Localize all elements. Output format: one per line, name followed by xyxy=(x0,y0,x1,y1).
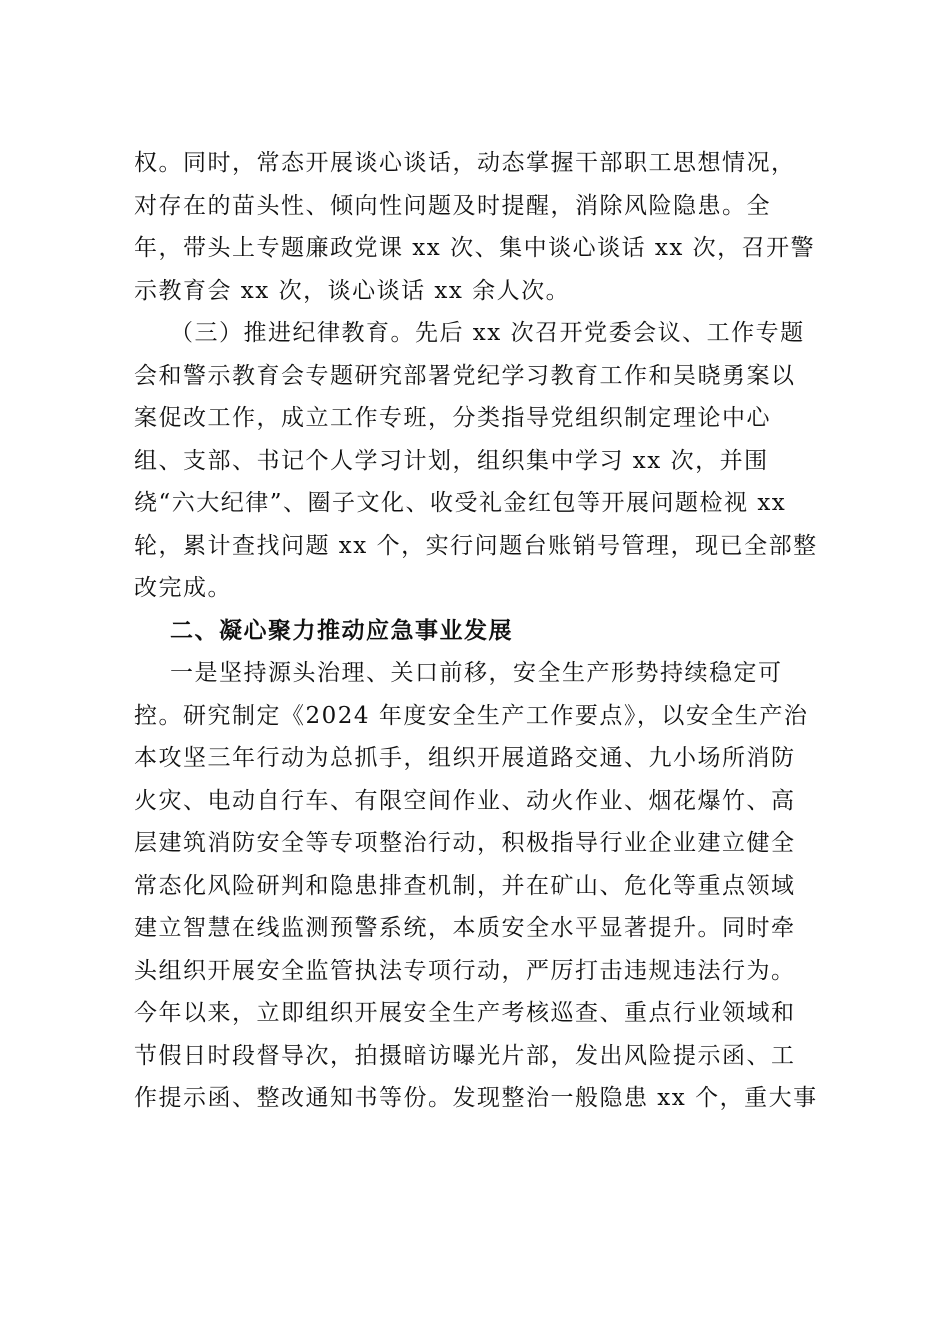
text-line: 年，带头上专题廉政党课 xx 次、集中谈心谈话 xx 次，召开警 xyxy=(134,235,816,261)
section-heading: 二、凝心聚力推动应急事业发展 xyxy=(170,617,513,644)
text-line: 对存在的苗头性、倾向性问题及时提醒，消除风险隐患。全 xyxy=(134,192,771,219)
text-line: 绕“六大纪律”、圈子文化、收受礼金红包等开展问题检视 xx xyxy=(134,490,787,516)
text-line: 节假日时段督导次，拍摄暗访曝光片部，发出风险提示函、工 xyxy=(134,1042,796,1069)
text-line: 示教育会 xx 次，谈心谈话 xx 余人次。 xyxy=(134,277,571,304)
text-line: 组、支部、书记个人学习计划，组织集中学习 xx 次，并围 xyxy=(134,447,769,474)
text-line: 常态化风险研判和隐患排查机制，并在矿山、危化等重点领域 xyxy=(134,872,796,899)
text-line: （三）推进纪律教育。先后 xx 次召开党委会议、工作专题 xyxy=(170,320,805,346)
text-line: 本攻坚三年行动为总抓手，组织开展道路交通、九小场所消防 xyxy=(134,745,796,771)
text-line: 作提示函、整改通知书等份。发现整治一般隐患 xx 个，重大事 xyxy=(134,1085,818,1111)
text-line: 火灾、电动自行车、有限空间作业、动火作业、烟花爆竹、高 xyxy=(134,787,796,814)
text-line: 轮，累计查找问题 xx 个，实行问题台账销号管理，现已全部整 xyxy=(134,532,818,559)
text-line: 一是坚持源头治理、关口前移，安全生产形势持续稳定可 xyxy=(170,660,783,686)
text-line: 权。同时，常态开展谈心谈话，动态掌握干部职工思想情况， xyxy=(134,150,796,176)
text-line: 头组织开展安全监管执法专项行动，严厉打击违规违法行为。 xyxy=(134,957,796,984)
paragraph-discipline-education xyxy=(134,312,824,610)
paragraph-discipline-talks xyxy=(134,142,824,312)
text-line: 案促改工作，成立工作专班，分类指导党组织制定理论中心 xyxy=(134,405,771,431)
text-line: 层建筑消防安全等专项整治行动，积极指导行业企业建立健全 xyxy=(134,830,796,856)
text-line: 今年以来，立即组织开展安全生产考核巡查、重点行业领域和 xyxy=(134,1000,796,1026)
text-line: 改完成。 xyxy=(134,575,232,601)
text-line: 控。研究制定《2024 年度安全生产工作要点》，以安全生产治 xyxy=(134,702,809,729)
text-line: 会和警示教育会专题研究部署党纪学习教育工作和吴晓勇案以 xyxy=(134,362,796,389)
document-body xyxy=(134,142,824,1120)
text-line: 建立智慧在线监测预警系统，本质安全水平显著提升。同时牵 xyxy=(134,915,796,941)
paragraph-safety-production xyxy=(134,652,824,1120)
